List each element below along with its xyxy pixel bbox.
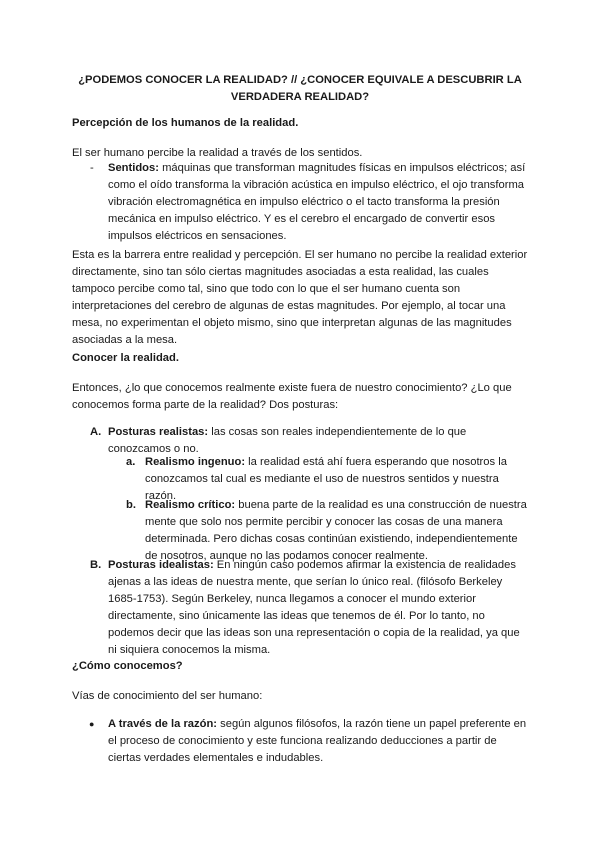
dash-bullet: -	[90, 162, 94, 174]
marker-b: B.	[90, 559, 102, 571]
sentidos-item	[108, 160, 528, 245]
section-heading-percepcion: Percepción de los humanos de la realidad.	[72, 117, 299, 129]
sentidos-text: máquinas que transforman magnitudes físicas en impulsos eléctricos; así como el oído transforma la vibración acústica en impulso eléctrico, el ojo transforma vibración electromagnética en impulso eléctrico o el tacto transforma la presión mecánica en impulso eléctrico. Y es el cerebro el encargado de convertir esos impulsos eléctricos en sensaciones.	[108, 162, 526, 242]
intro-vias: Vías de conocimiento del ser humano:	[72, 690, 263, 702]
posturas-idealistas-item	[108, 557, 528, 659]
section-heading-conocer: Conocer la realidad.	[72, 352, 179, 364]
razon-term: A través de la razón:	[108, 718, 218, 730]
marker-a: A.	[90, 426, 102, 438]
realismo-critico-item	[145, 497, 527, 565]
paragraph-barrera: Esta es la barrera entre realidad y percepción. El ser humano no percibe la realidad exterior directamente, sino tan sólo ciertas magnitudes asociadas a esta realidad, las cuales tampoco percibe como tal, sino que todo con lo que el ser humano cuenta son interpretaciones del cerebro de algunas de estas magnitudes. Por ejemplo, al tocar una mesa, no experimentan el objeto mismo, sino que interpretan algunas de las magnitudes asociadas a la mesa.	[72, 249, 528, 346]
title-line-1: ¿PODEMOS CONOCER LA REALIDAD? // ¿CONOCER EQUIVALE A DESCUBRIR LA	[78, 74, 522, 86]
section-heading-como-conocemos: ¿Cómo conocemos?	[72, 660, 183, 672]
posturas-idealistas-term: Posturas idealistas:	[108, 559, 214, 571]
sentidos-term: Sentidos:	[108, 162, 159, 174]
title-line-2: VERDADERA REALIDAD?	[230, 91, 370, 103]
razon-text: según algunos filósofos, la razón tiene un papel preferente en el proceso de conocimiento y este funciona realizando deducciones a partir de ciertas verdades elementales e indudables.	[108, 718, 527, 764]
posturas-idealistas-text: En ningún caso podemos afirmar la existencia de realidades ajenas a las ideas de nuestra mente, que serían lo único real. (filósofo Berkeley 1685-1753). Según Berkeley, nunca llegamos a conocer el mundo exterior directamente, sino únicamente las ideas que tenemos de él. Por lo tanto, no podemos decir que las ideas son una representación o copia de la realidad, ya que ni siquiera conocemos la misma.	[108, 559, 520, 656]
intro-posturas: Entonces, ¿lo que conocemos realmente existe fuera de nuestro conocimiento? ¿Lo que conocemos forma parte de la realidad? Dos posturas:	[72, 382, 512, 411]
razon-item	[108, 716, 528, 767]
round-bullet: ●	[89, 719, 95, 729]
posturas-realistas-term: Posturas realistas:	[108, 426, 209, 438]
realismo-critico-text: buena parte de la realidad es una construcción de nuestra mente que solo nos permite percibir y conocer las cosas de una manera determinada. Pero dichas cosas continúan existiendo, independientemente de nosotros, aunque no las podamos conocer realmente.	[145, 499, 527, 562]
realismo-ingenuo-term: Realismo ingenuo:	[145, 456, 246, 468]
document-title	[72, 72, 528, 106]
intro-sentidos: El ser humano percibe la realidad a través de los sentidos.	[72, 147, 363, 159]
posturas-realistas-item	[108, 424, 528, 458]
marker-a1: a.	[126, 456, 136, 468]
marker-a2: b.	[126, 499, 136, 511]
realismo-critico-term: Realismo crítico:	[145, 499, 236, 511]
realismo-ingenuo-text: la realidad está ahí fuera esperando que nosotros la conozcamos tal cual es mediante el uso de nuestros sentidos y nuestra razón.	[145, 456, 507, 502]
posturas-realistas-text: las cosas son reales independientemente de lo que conozcamos o no.	[108, 426, 467, 455]
